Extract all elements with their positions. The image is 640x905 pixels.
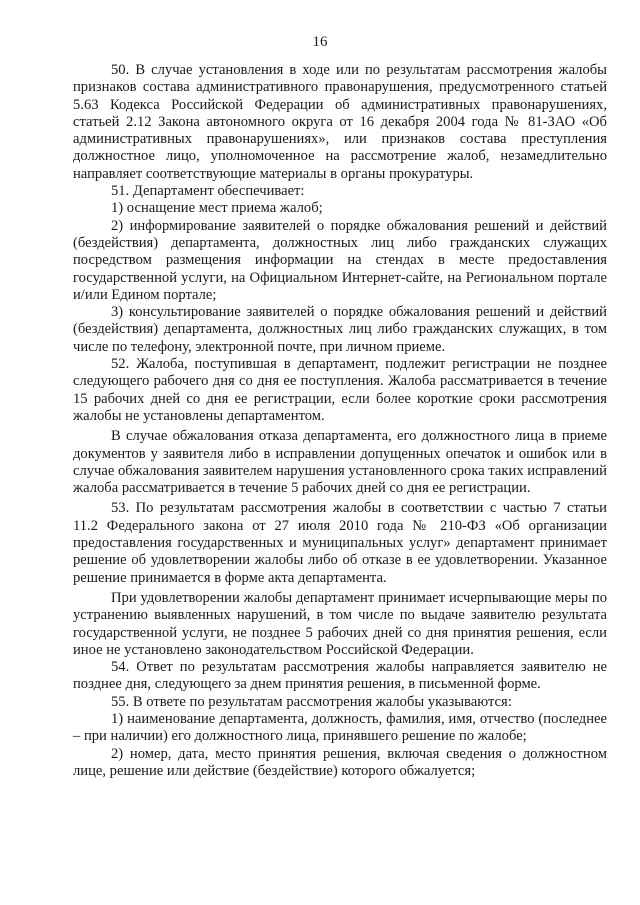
paragraph-item-54: 54. Ответ по результатам рассмотрения жалобы направляется заявителю не позднее дня, следующего за днем принятия решения, в письменной форме. <box>73 659 607 693</box>
paragraph-item-50: 50. В случае установления в ходе или по результатам рассмотрения жалобы признаков состава административного правонарушения, предусмотренного статьей 5.63 Кодекса Российской Федерации об административных правонарушениях, статьей 2.12 Закона автономного округа от 16 декабря 2004 года № 81-ЗАО «Об административных правонарушениях», или признаков состава преступления должностное лицо, уполномоченное на рассмотрение жалоб, незамедлительно направляет соответствующие материалы в органы прокуратуры. <box>73 62 607 182</box>
list-item-55-1: 1) наименование департамента, должность, фамилия, имя, отчество (последнее – при наличии) его должностного лица, принявшего решение по жалобе; <box>73 710 607 745</box>
paragraph-item-52: 52. Жалоба, поступившая в департамент, подлежит регистрации не позднее следующего рабочего дня со дня ее поступления. Жалоба рассматривается в течение 15 рабочих дней со дня ее регистрации, если более короткие сроки рассмотрения жалобы не установлены департаментом. <box>73 356 607 424</box>
list-item-51-3: 3) консультирование заявителей о порядке обжалования решений и действий (бездействия) департамента, должностных лиц либо гражданских служащих, в том числе по телефону, электронной почте, при личном приеме. <box>73 304 607 355</box>
paragraph-item-55: 55. В ответе по результатам рассмотрения жалобы указываются: <box>111 693 512 710</box>
paragraph-item-51: 51. Департамент обеспечивает: <box>111 183 305 200</box>
list-item-51-1: 1) оснащение мест приема жалоб; <box>111 200 323 217</box>
paragraph-item-53: 53. По результатам рассмотрения жалобы в соответствии с частью 7 статьи 11.2 Федерального закона от 27 июля 2010 года № 210-ФЗ «Об организации предоставления государственных и муниципальных услуг» департамент принимает решение об удовлетворении жалобы либо об отказе в ее удовлетворении. Указанное решение принимается в форме акта департамента. <box>73 500 607 586</box>
list-item-51-2: 2) информирование заявителей о порядке обжалования решений и действий (бездействия) департамента, должностных лиц либо гражданских служащих посредством размещения информации на стендах в месте предоставления государственной услуги, на Официальном Интернет-сайте, на Региональном портале и/или Едином портале; <box>73 217 607 303</box>
paragraph-item-53-satisfaction: При удовлетворении жалобы департамент принимает исчерпывающие меры по устранению выявленных нарушений, в том числе по выдаче заявителю результата государственной услуги, не позднее 5 рабочих дней со дня принятия решения, если иное не установлено законодательством Российской Федерации. <box>73 589 607 658</box>
page-number: 16 <box>312 34 328 50</box>
list-item-55-2: 2) номер, дата, место принятия решения, включая сведения о должностном лице, решение или действие (бездействие) которого обжалуется; <box>73 745 607 779</box>
document-body <box>73 62 607 780</box>
paragraph-item-52-appeal: В случае обжалования отказа департамента, его должностного лица в приеме документов у заявителя либо в исправлении допущенных опечаток и ошибок или в случае обжалования заявителем нарушения установленного срока таких исправлений жалоба рассматривается в течение 5 рабочих дней со дня ее регистрации. <box>73 428 607 497</box>
